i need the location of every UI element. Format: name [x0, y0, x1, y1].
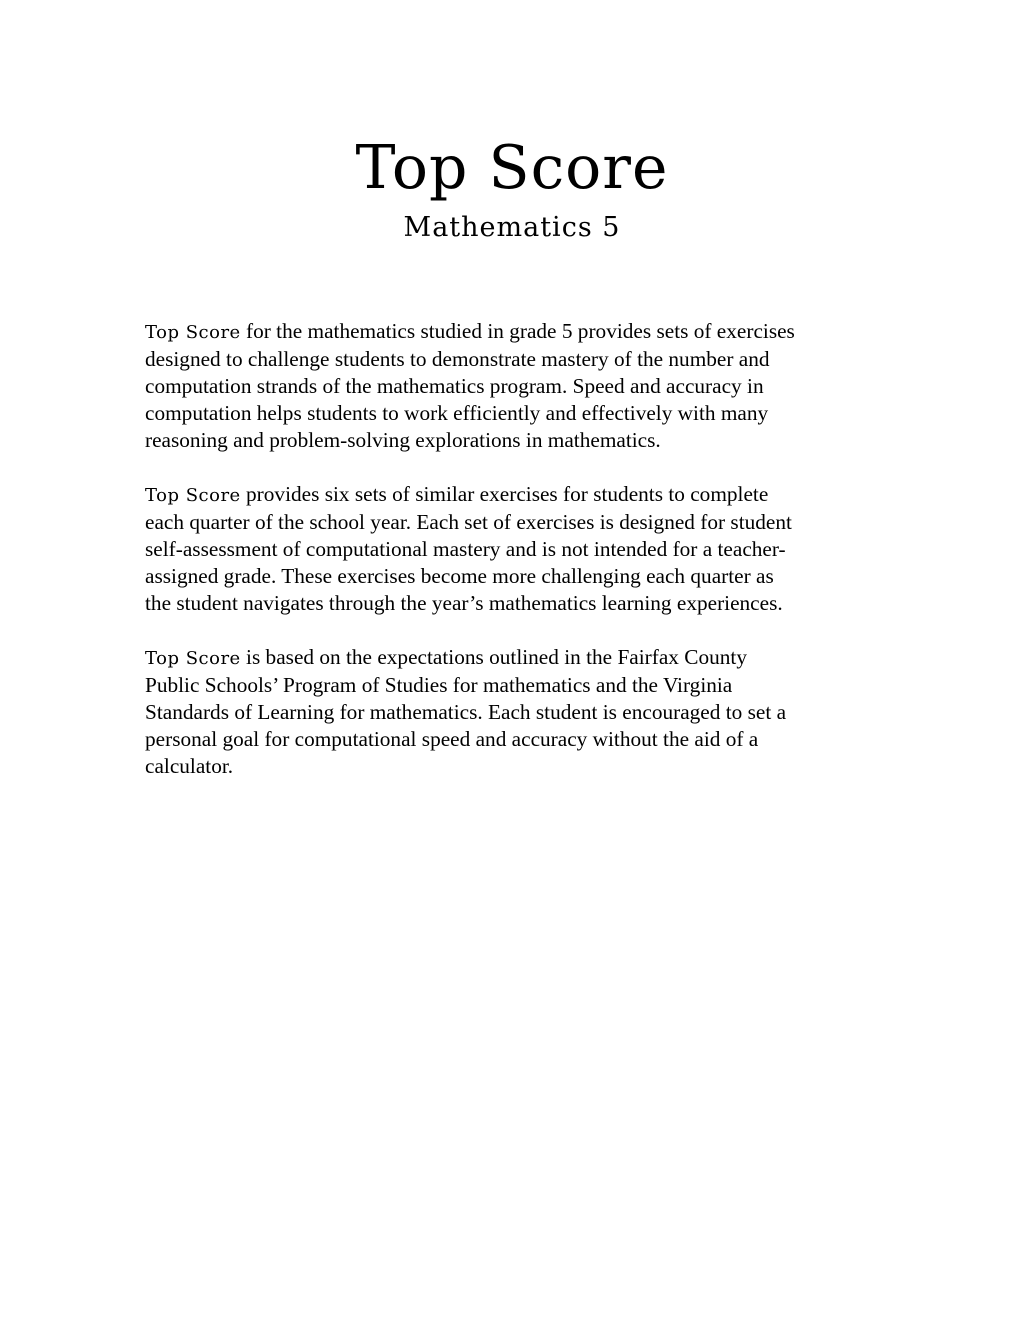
paragraph-3 [145, 644, 875, 780]
paragraph-line: each quarter of the school year. Each set of exercises is designed for student [145, 510, 792, 534]
title-block [0, 132, 1024, 246]
page-subtitle: Mathematics 5 [403, 212, 621, 243]
paragraph-line [145, 481, 875, 509]
brand-name: Top Score [145, 322, 241, 343]
paragraph-line: computation helps students to work efficiently and effectively with many [145, 401, 769, 425]
paragraph-line: self-assessment of computational mastery and is not intended for a teacher- [145, 537, 786, 561]
paragraph-line: Standards of Learning for mathematics. Each student is encouraged to set a [145, 700, 787, 724]
line-text: for the mathematics studied in grade 5 provides sets of exercises [240, 319, 795, 343]
page-title: Top Score [355, 133, 669, 203]
paragraph-line [145, 644, 875, 672]
paragraph-line: Public Schools’ Program of Studies for mathematics and the Virginia [145, 673, 733, 697]
paragraph-line: calculator. [145, 754, 234, 778]
paragraph-line: reasoning and problem-solving explorations in mathematics. [145, 428, 661, 452]
brand-name: Top Score [145, 648, 241, 669]
paragraph-line: assigned grade. These exercises become more challenging each quarter as [145, 564, 774, 588]
paragraph-line [145, 318, 875, 346]
paragraph-line: designed to challenge students to demonstrate mastery of the number and [145, 347, 770, 371]
paragraph-line: personal goal for computational speed and accuracy without the aid of a [145, 727, 759, 751]
paragraph-2 [145, 481, 875, 617]
line-text: is based on the expectations outlined in the Fairfax County [240, 645, 747, 669]
line-text: provides six sets of similar exercises for students to complete [240, 482, 769, 506]
paragraph-1 [145, 318, 875, 454]
brand-name: Top Score [145, 485, 241, 506]
paragraph-line: computation strands of the mathematics program. Speed and accuracy in [145, 374, 764, 398]
paragraph-line: the student navigates through the year’s mathematics learning experiences. [145, 591, 783, 615]
body-text [145, 318, 875, 807]
